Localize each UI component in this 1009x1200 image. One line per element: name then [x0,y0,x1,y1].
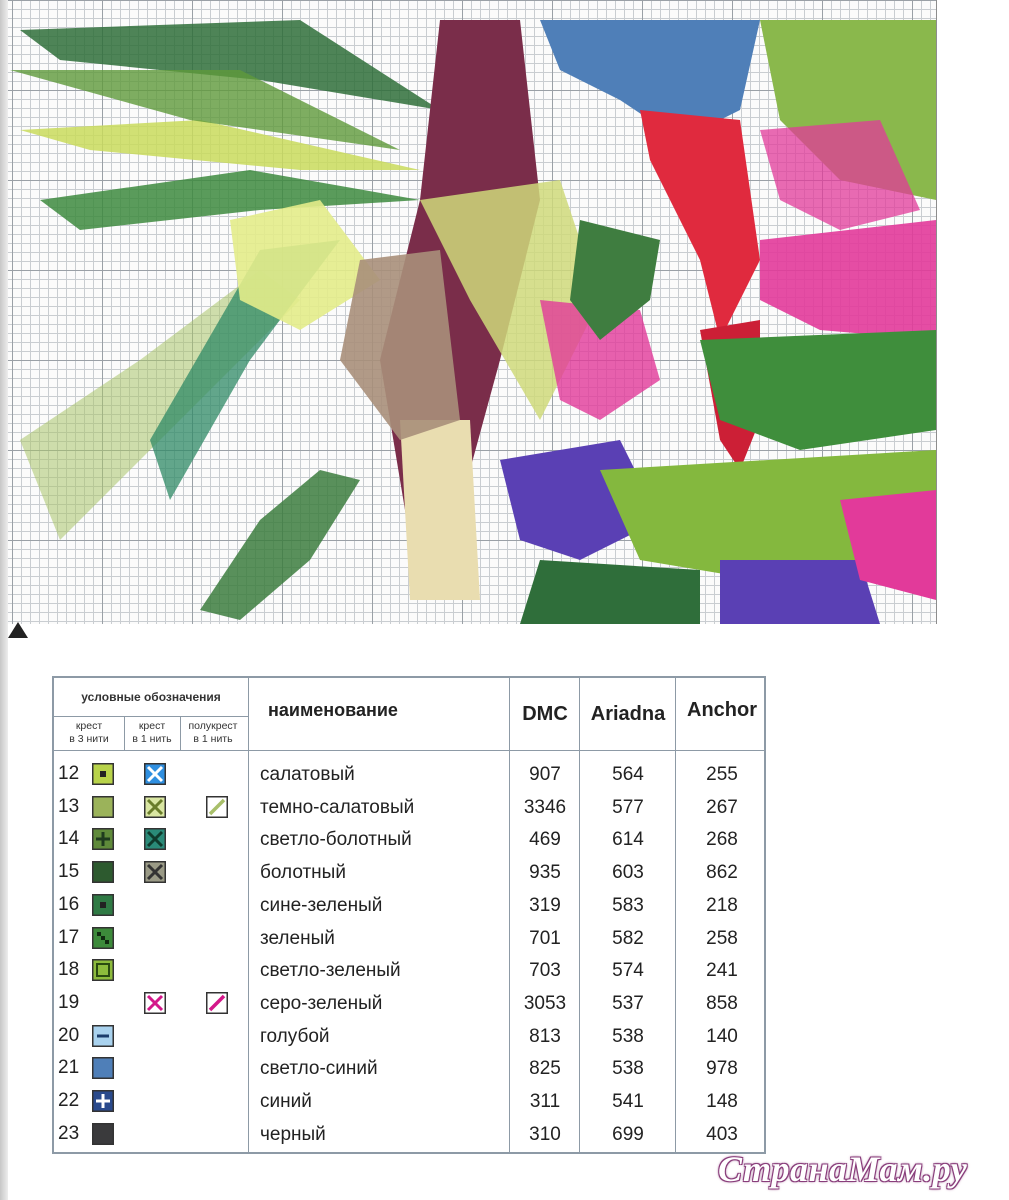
anchor-code: 241 [706,960,738,982]
col-name-header: наименование [268,699,398,720]
dmc-code: 825 [529,1058,561,1080]
divider [180,716,181,750]
thread-color-name: синий [260,1091,312,1112]
table-row [54,987,764,1019]
ariadna-code: 538 [612,1058,644,1080]
thread-color-name: светло-болотный [260,829,412,851]
ariadna-code: 537 [612,992,644,1014]
dmc-code: 319 [529,894,561,916]
table-row [54,1052,764,1084]
ariadna-code: 564 [612,764,644,785]
anchor-code: 148 [706,1091,738,1112]
row-number: 21 [58,1057,80,1079]
full-stitch-1-symbol-icon [144,861,166,883]
row-number: 23 [58,1122,80,1144]
anchor-code: 218 [706,894,738,916]
col-full-stitch-1-thread: крест в 1 нить [132,720,172,745]
thread-color-name: болотный [260,862,346,884]
ariadna-code: 541 [612,1091,644,1112]
full-stitch-1-symbol-icon [144,992,166,1014]
dmc-code: 701 [529,927,561,949]
full-stitch-1-symbol-icon [144,796,166,818]
header-bottom-divider [54,750,764,751]
ariadna-code: 582 [612,927,644,949]
dmc-code: 3053 [523,992,567,1014]
col-half-stitch-1-thread: полукрест в 1 нить [188,720,238,745]
thread-color-name: сине-зеленый [260,894,383,916]
full-stitch-1-symbol-icon [144,828,166,850]
anchor-code: 862 [706,862,738,884]
row-number: 17 [58,926,80,948]
row-number: 19 [58,991,80,1013]
center-arrow-marker [8,622,28,638]
thread-color-name: салатовый [260,764,355,785]
ariadna-code: 574 [612,960,644,982]
dmc-code: 935 [529,862,561,884]
ariadna-code: 603 [612,862,644,884]
table-row [54,1118,764,1150]
anchor-code: 140 [706,1025,738,1047]
site-watermark [712,1140,1002,1190]
cross-stitch-pattern-chart [0,0,936,624]
anchor-code: 267 [706,796,738,818]
thread-color-name: темно-салатовый [260,796,415,818]
page-margin [936,0,1009,624]
thread-color-name: светло-синий [260,1058,378,1080]
full-stitch-3-symbol-icon [92,1057,114,1079]
ariadna-code: 614 [612,829,644,851]
col-anchor-header: Anchor [687,698,757,721]
full-stitch-3-symbol-icon [92,894,114,916]
page-binding-edge [0,0,8,1200]
right-flowers [500,20,936,624]
half-stitch-symbol-icon [206,796,228,818]
half-stitch-symbol-icon [206,992,228,1014]
table-row [54,856,764,888]
full-stitch-3-symbol-icon [92,1025,114,1047]
ariadna-code: 538 [612,1025,644,1047]
table-row [54,954,764,986]
ariadna-code: 577 [612,796,644,818]
thread-color-name: черный [260,1123,326,1145]
dmc-code: 311 [529,1091,561,1112]
watermark-text: СтранаМам.ру [718,1149,968,1189]
table-row [54,823,764,855]
symbols-header: условные обозначения [81,690,221,704]
ariadna-code: 583 [612,894,644,916]
divider [124,716,125,750]
dmc-code: 3346 [523,796,567,818]
row-number: 22 [58,1090,80,1111]
thread-legend-table [52,676,766,1154]
row-number: 15 [58,861,80,883]
col-dmc-header: DMC [522,702,568,725]
full-stitch-3-symbol-icon [92,959,114,981]
table-row [54,791,764,823]
anchor-code: 255 [706,764,738,785]
row-number: 14 [58,828,80,850]
full-stitch-1-symbol-icon [144,763,166,785]
dmc-code: 907 [529,764,561,785]
ariadna-code: 699 [612,1123,644,1145]
anchor-code: 258 [706,927,738,949]
thread-color-name: голубой [260,1025,330,1047]
row-number: 12 [58,763,80,784]
dmc-code: 310 [529,1123,561,1145]
dmc-code: 813 [529,1025,561,1047]
full-stitch-3-symbol-icon [92,1090,114,1112]
row-number: 18 [58,959,80,981]
table-row [54,1020,764,1052]
row-number: 13 [58,795,80,817]
anchor-code: 978 [706,1058,738,1080]
table-row [54,922,764,954]
full-stitch-3-symbol-icon [92,927,114,949]
thread-color-name: серо-зеленый [260,992,383,1014]
col-full-stitch-3-threads: крест в 3 нити [69,720,109,745]
anchor-code: 403 [706,1123,738,1145]
table-row [54,1085,764,1117]
row-number: 16 [58,893,80,915]
full-stitch-3-symbol-icon [92,861,114,883]
pattern-artwork [0,0,936,624]
col-ariadna-header: Ariadna [590,702,666,725]
thread-color-name: зеленый [260,927,335,949]
full-stitch-3-symbol-icon [92,1123,114,1145]
table-row [54,758,764,790]
full-stitch-3-symbol-icon [92,828,114,850]
dmc-code: 703 [529,960,561,982]
dmc-code: 469 [529,829,561,851]
row-number: 20 [58,1024,80,1046]
full-stitch-3-symbol-icon [92,763,114,785]
table-row [54,889,764,921]
anchor-code: 268 [706,829,738,851]
full-stitch-3-symbol-icon [92,796,114,818]
thread-color-name: светло-зеленый [260,960,401,982]
anchor-code: 858 [706,992,738,1014]
